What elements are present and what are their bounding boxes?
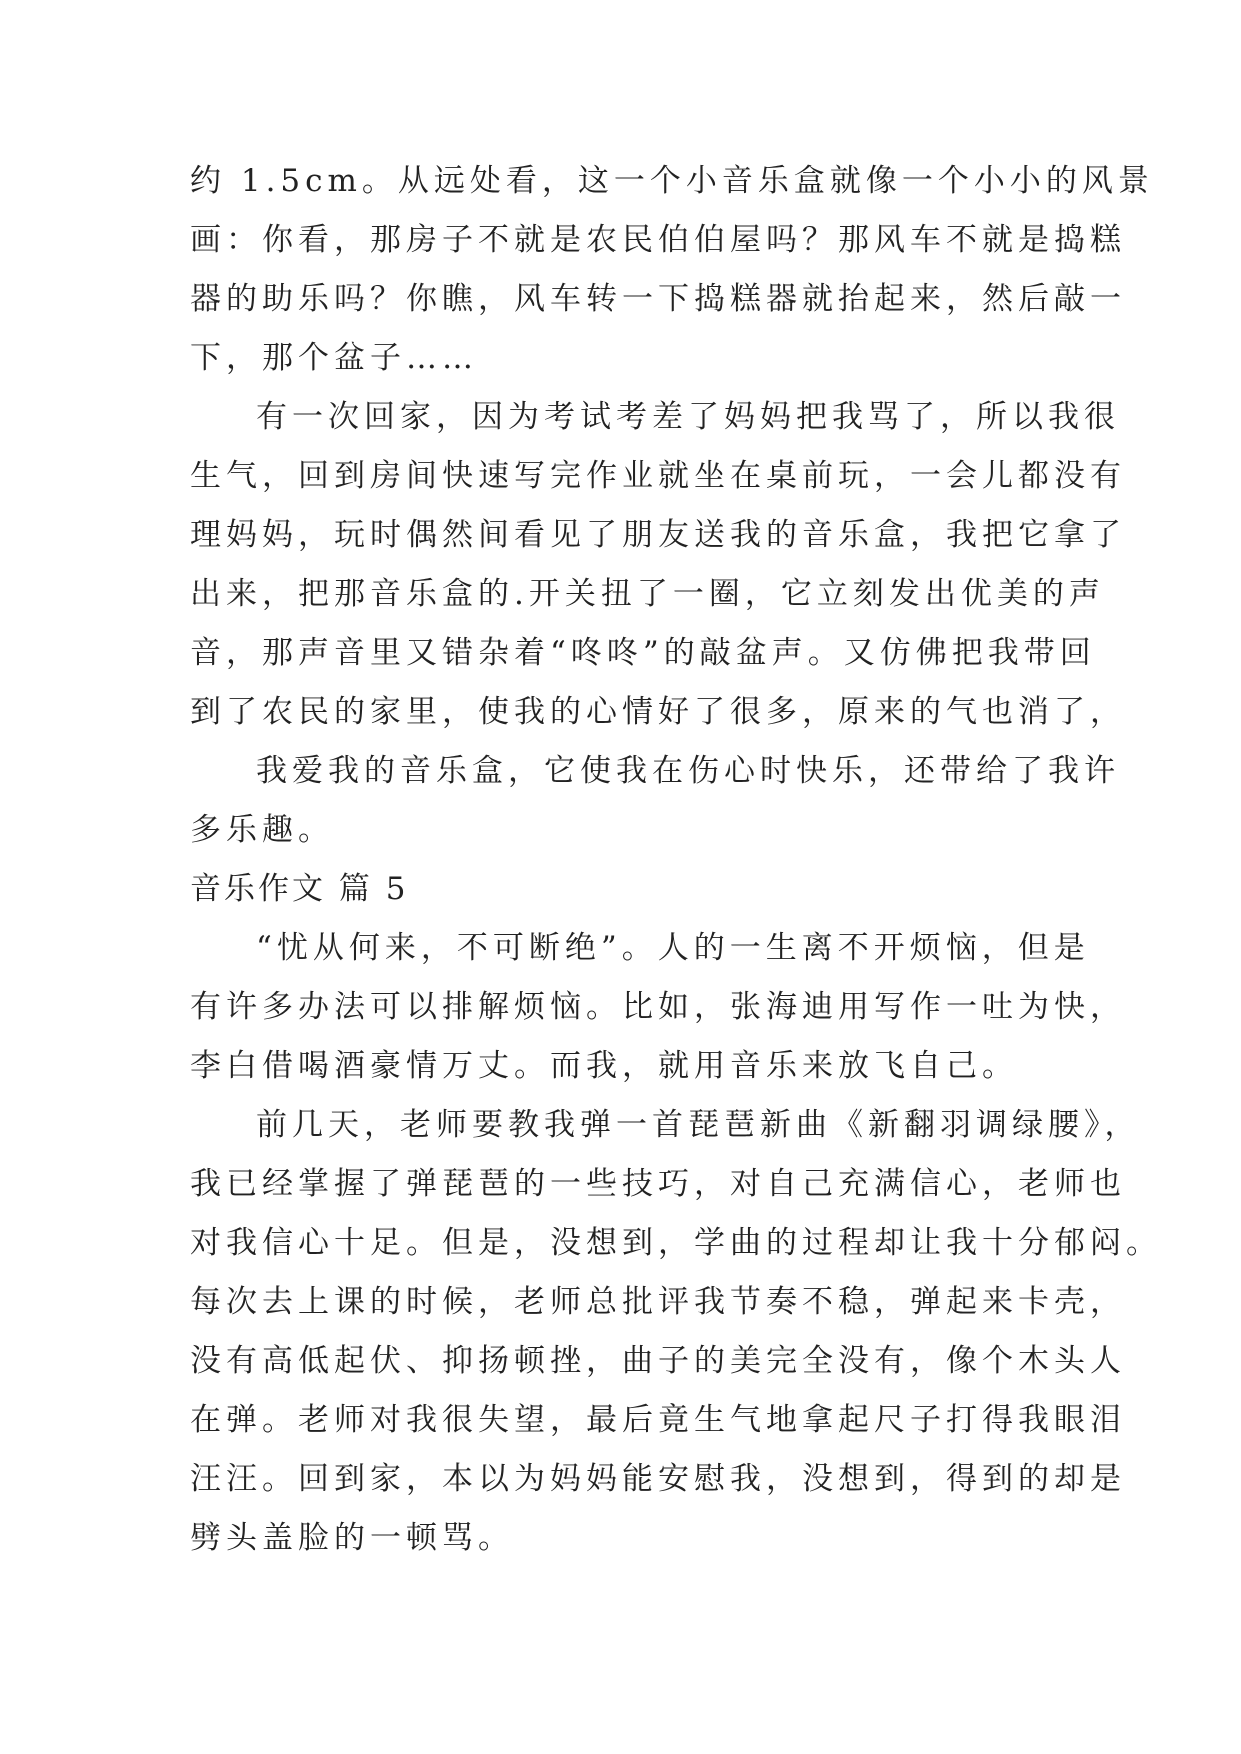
text-line: 到了农民的家里，使我的心情好了很多，原来的气也消了，	[190, 694, 1126, 730]
text-line: 劈头盖脸的一顿骂。	[190, 1520, 514, 1556]
text-line: 没有高低起伏、抑扬顿挫，曲子的美完全没有，像个木头人	[190, 1343, 1126, 1379]
text-line: 画：你看，那房子不就是农民伯伯屋吗？那风车不就是捣糕	[190, 222, 1126, 258]
text-line: 我已经掌握了弹琵琶的一些技巧，对自己充满信心，老师也	[190, 1166, 1126, 1202]
paragraph-first-line: 我爱我的音乐盒，它使我在伤心时快乐，还带给了我许	[256, 753, 1120, 789]
document-body	[190, 152, 1162, 1568]
text-line: 器的助乐吗？你瞧，风车转一下捣糕器就抬起来，然后敲一	[190, 281, 1126, 317]
paragraph-first-line: 前几天，老师要教我弹一首琵琶新曲《新翻羽调绿腰》，	[256, 1107, 1141, 1143]
text-line: 有许多办法可以排解烦恼。比如，张海迪用写作一吐为快，	[190, 989, 1126, 1025]
paragraph-first-line: 有一次回家，因为考试考差了妈妈把我骂了，所以我很	[256, 399, 1120, 435]
text-line: 多乐趣。	[190, 812, 334, 848]
text-line: 音，那声音里又错杂着“咚咚”的敲盆声。又仿佛把我带回	[190, 635, 1096, 671]
text-line: 每次去上课的时候，老师总批评我节奏不稳，弹起来卡壳，	[190, 1284, 1126, 1320]
text-line: 理妈妈，玩时偶然间看见了朋友送我的音乐盒，我把它拿了	[190, 517, 1126, 553]
text-line: 对我信心十足。但是，没想到，学曲的过程却让我十分郁闷。	[190, 1225, 1162, 1261]
text-line: 在弹。老师对我很失望，最后竟生气地拿起尺子打得我眼泪	[190, 1402, 1126, 1438]
text-line: 汪汪。回到家，本以为妈妈能安慰我，没想到，得到的却是	[190, 1461, 1126, 1497]
text-line: 生气，回到房间快速写完作业就坐在桌前玩，一会儿都没有	[190, 458, 1126, 494]
text-line: 约 1.5cm。从远处看，这一个小音乐盒就像一个小小的风景	[190, 163, 1154, 199]
section-heading: 音乐作文 篇 5	[190, 871, 409, 907]
paragraph-first-line: “忧从何来，不可断绝”。人的一生离不开烦恼，但是	[256, 930, 1090, 966]
text-line: 出来，把那音乐盒的.开关扭了一圈，它立刻发出优美的声	[190, 576, 1105, 612]
text-line: 李白借喝酒豪情万丈。而我，就用音乐来放飞自己。	[190, 1048, 1018, 1084]
text-line: 下，那个盆子……	[190, 340, 478, 376]
